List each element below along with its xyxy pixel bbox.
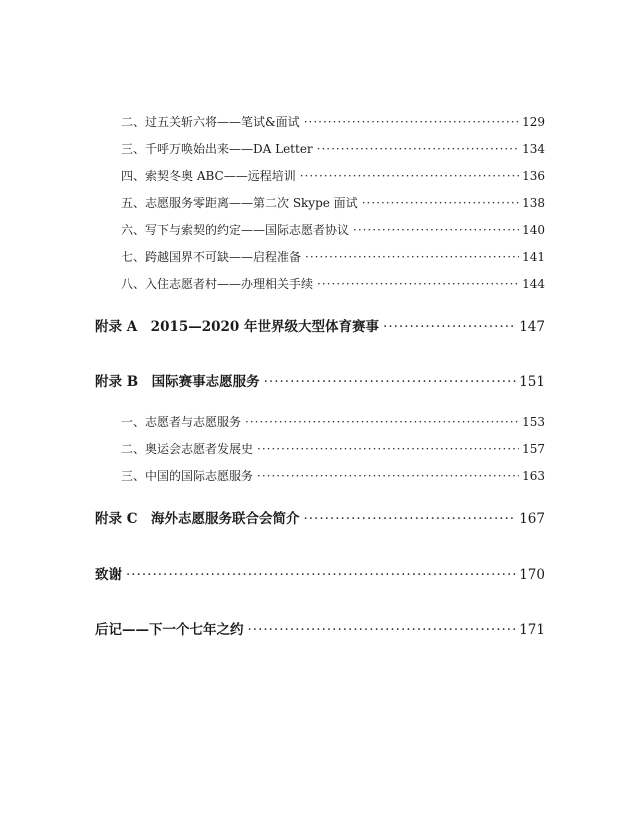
toc-entry-page: 163 <box>522 469 545 483</box>
toc-entry-title: 五、志愿服务零距离——第二次 Skype 面试 <box>121 196 358 210</box>
toc-entry-title: 四、索契冬奥 ABC——远程培训 <box>121 169 296 183</box>
toc-entry <box>121 414 545 430</box>
toc-entry-page: 147 <box>519 319 545 335</box>
dot-leader <box>353 222 519 238</box>
toc-entry-title: 八、入住志愿者村——办理相关手续 <box>121 277 314 291</box>
toc-entry-page: 167 <box>519 511 545 527</box>
toc-entry-page: 157 <box>522 442 545 456</box>
toc-entry-page: 144 <box>522 277 545 291</box>
toc-appendix-c <box>95 510 545 528</box>
toc-entry-title: 三、中国的国际志愿服务 <box>121 469 254 483</box>
toc-acknowledgements <box>95 566 545 584</box>
toc-entry-page: 141 <box>522 250 545 264</box>
toc-entry-title: 六、写下与索契的约定——国际志愿者协议 <box>121 223 350 237</box>
toc-entry-title: 二、奥运会志愿者发展史 <box>121 442 254 456</box>
toc-entry-title: 后记——下一个七年之约 <box>95 622 244 638</box>
toc-appendix-b <box>95 373 545 391</box>
toc-entry-title: 一、志愿者与志愿服务 <box>121 415 242 429</box>
toc-entry-page: 138 <box>522 196 545 210</box>
dot-leader <box>264 373 517 391</box>
dot-leader <box>304 114 519 130</box>
toc-entry-title: 三、千呼万唤始出来——DA Letter <box>121 142 313 156</box>
toc-entry-title: 附录 A 2015—2020 年世界级大型体育赛事 <box>95 319 380 335</box>
toc-entry <box>121 249 545 265</box>
dot-leader <box>303 510 516 528</box>
toc-entry-page: 153 <box>522 415 545 429</box>
dot-leader <box>362 195 519 211</box>
toc-entry <box>121 441 545 457</box>
toc-entry-page: 140 <box>522 223 545 237</box>
toc-appendix-a <box>95 318 545 336</box>
toc-afterword <box>95 621 545 639</box>
dot-leader <box>305 249 519 265</box>
dot-leader <box>300 168 519 184</box>
toc-entry-title: 七、跨越国界不可缺——启程准备 <box>121 250 302 264</box>
dot-leader <box>126 566 516 584</box>
toc-entry <box>121 114 545 130</box>
toc-entry-title: 附录 C 海外志愿服务联合会简介 <box>95 511 300 527</box>
toc-entry <box>121 168 545 184</box>
toc-entry <box>121 195 545 211</box>
dot-leader <box>383 318 516 336</box>
dot-leader <box>317 141 519 157</box>
toc-entry <box>121 141 545 157</box>
dot-leader <box>257 468 519 484</box>
toc-entry <box>121 276 545 292</box>
dot-leader <box>248 621 517 639</box>
toc-entry <box>121 222 545 238</box>
dot-leader <box>317 276 519 292</box>
dot-leader <box>245 414 519 430</box>
toc-entry-page: 170 <box>519 567 545 583</box>
toc-entry-page: 151 <box>519 374 545 390</box>
dot-leader <box>257 441 519 457</box>
toc-entry-page: 129 <box>522 115 545 129</box>
toc-entry <box>121 468 545 484</box>
toc-entry-page: 134 <box>522 142 545 156</box>
toc-entry-page: 171 <box>519 622 545 638</box>
toc-entry-page: 136 <box>522 169 545 183</box>
toc-entry-title: 致谢 <box>95 567 122 583</box>
toc-entry-title: 二、过五关斩六将——笔试&面试 <box>121 115 300 129</box>
toc-entry-title: 附录 B 国际赛事志愿服务 <box>95 374 260 390</box>
